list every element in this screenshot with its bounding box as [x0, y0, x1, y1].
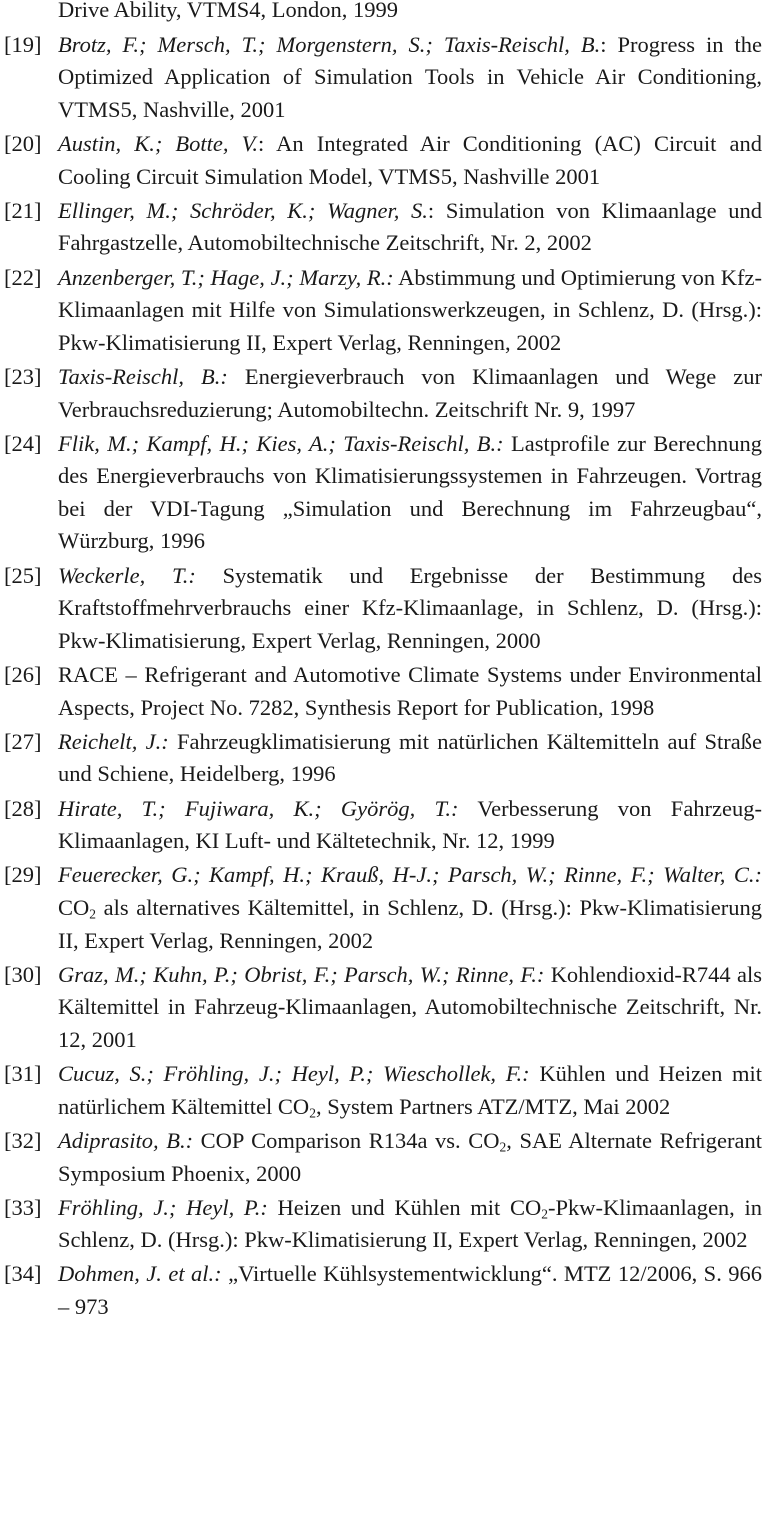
reference-item-23: [4, 361, 762, 426]
reference-number: [20]: [4, 130, 42, 156]
subscript: 2: [499, 1139, 507, 1155]
reference-number: [28]: [4, 795, 42, 821]
reference-separator: :: [258, 130, 277, 156]
reference-authors: Graz, M.; Kuhn, P.; Obrist, F.; Parsch, W.; Rinne, F.:: [58, 961, 545, 987]
reference-separator: [228, 364, 245, 389]
reference-separator: [268, 1195, 278, 1220]
reference-authors: Flik, M.; Kampf, H.; Kies, A.; Taxis-Reischl, B.:: [58, 430, 504, 456]
reference-number: [32]: [4, 1127, 42, 1153]
reference-separator: [193, 1128, 201, 1153]
reference-text: Abstimmung und Optimierung von Kfz-Klimaanlagen mit Hilfe von Simulationswerkzeugen, in Schlenz, D. (Hrsg.): Pkw-Klimatisierung II, Expert Verlag, Renningen, 2002: [58, 264, 763, 355]
reference-text: Fahrzeugklimatisierung mit natürlichen Kältemitteln auf Straße und Schiene, Heidelberg, 1996: [58, 728, 762, 787]
reference-authors: Anzenberger, T.; Hage, J.; Marzy, R.:: [58, 264, 394, 290]
reference-text: Drive Ability, VTMS4, London, 1999: [58, 0, 399, 22]
reference-item-27: [4, 726, 762, 791]
reference-number: [31]: [4, 1061, 42, 1087]
reference-authors: Fröhling, J.; Heyl, P.:: [58, 1194, 268, 1220]
reference-item-19: [4, 29, 762, 127]
reference-authors: Feuerecker, G.; Kampf, H.; Krauß, H-J.; Parsch, W.; Rinne, F.; Walter, C.:: [58, 862, 762, 888]
reference-item-31: [4, 1058, 762, 1123]
reference-number: [24]: [4, 430, 42, 456]
reference-text: -Pkw-Klimaanlagen, in Schlenz, D. (Hrsg.): Pkw-Klimatisierung II, Expert Verlag, Renningen, 2002: [58, 1194, 762, 1253]
reference-authors: Hirate, T.; Fujiwara, K.; Györög, T.:: [58, 795, 459, 821]
reference-text: Progress in the Optimized Application of Simulation Tools in Vehicle Air Conditioning, VTMS5, Nashville, 2001: [58, 31, 762, 122]
reference-text: Verbesserung von Fahrzeug-Klimaanlagen, KI Luft- und Kältetechnik, Nr. 12, 1999: [58, 795, 763, 854]
reference-text: Simulation von Klimaanlage und Fahrgastzelle, Automobiltechnische Zeitschrift, Nr. 2, 2002: [58, 197, 762, 256]
subscript: 2: [541, 1206, 548, 1222]
reference-item-30: [4, 959, 762, 1057]
reference-text: Energieverbrauch von Klimaanlagen und Wege zur Verbrauchsreduzierung; Automobiltechn. Zeitschrift Nr. 9, 1997: [58, 363, 763, 422]
reference-authors: Reichelt, J.:: [58, 728, 169, 754]
reference-item-21: [4, 195, 762, 260]
reference-item-25: [4, 560, 762, 658]
reference-separator: [504, 431, 511, 456]
reference-item-24: [4, 428, 762, 558]
reference-item-32: [4, 1125, 762, 1190]
reference-item-26: [4, 659, 762, 724]
reference-text: COP Comparison R134a vs. CO: [200, 1127, 500, 1153]
reference-number: [22]: [4, 264, 42, 290]
reference-item-20: [4, 128, 762, 193]
reference-item-29: [4, 859, 762, 957]
subscript: 2: [89, 906, 97, 922]
reference-authors: Austin, K.; Botte, V.: [58, 130, 259, 156]
reference-separator: [530, 1061, 540, 1086]
reference-number: [21]: [4, 197, 42, 223]
reference-text: , SAE Alternate Refrigerant Symposium Phoenix, 2000: [58, 1127, 763, 1186]
reference-number: [33]: [4, 1194, 42, 1220]
reference-text: RACE – Refrigerant and Automotive Climate Systems under Environmental Aspects, Project No. 7282, Synthesis Report for Publication, 1998: [58, 662, 762, 720]
reference-item-22: [4, 262, 762, 360]
reference-authors: Dohmen, J. et al.:: [58, 1261, 222, 1287]
reference-number: [19]: [4, 31, 42, 57]
reference-item-28: [4, 793, 762, 858]
reference-text: Systematik und Ergebnisse der Bestimmung des Kraftstoffmehrverbrauchs einer Kfz-Klimaanlage, in Schlenz, D. (Hrsg.): Pkw-Klimatisierung, Expert Verlag, Renningen, 2000: [58, 562, 762, 653]
reference-number: [34]: [4, 1261, 42, 1287]
reference-authors: Cucuz, S.; Fröhling, J.; Heyl, P.; Wieschollek, F.:: [58, 1061, 530, 1087]
reference-text: Kühlen und Heizen mit natürlichem Kältemittel CO: [58, 1061, 762, 1119]
reference-separator: [169, 729, 177, 754]
reference-text: Heizen und Kühlen mit CO: [277, 1194, 542, 1220]
reference-number: [30]: [4, 961, 42, 987]
reference-text: als alternatives Kältemittel, in Schlenz, D. (Hrsg.): Pkw-Klimatisierung II, Expert Verlag, Renningen, 2002: [58, 894, 762, 953]
reference-authors: Weckerle, T.:: [58, 562, 196, 588]
reference-number: [26]: [4, 662, 42, 688]
reference-item-34: [4, 1258, 762, 1323]
reference-authors: Ellinger, M.; Schröder, K.; Wagner, S.: [58, 197, 428, 223]
reference-text: Kohlendioxid-R744 als Kältemittel in Fahrzeug-Klimaanlagen, Automobiltechnische Zeitschrift, Nr. 12, 2001: [58, 961, 763, 1052]
reference-item-continued: [4, 0, 762, 27]
reference-separator: :: [427, 197, 446, 223]
reference-item-33: [4, 1192, 762, 1257]
reference-list: [4, 0, 762, 1324]
reference-number: [25]: [4, 562, 42, 588]
reference-text: An Integrated Air Conditioning (AC) Circuit and Cooling Circuit Simulation Model, VTMS5, Nashville 2001: [58, 130, 762, 189]
reference-text: , System Partners ATZ/MTZ, Mai 2002: [315, 1093, 671, 1119]
reference-authors: Adiprasito, B.:: [58, 1127, 194, 1153]
reference-separator: :: [600, 31, 618, 57]
subscript: 2: [309, 1105, 316, 1121]
reference-text: CO: [58, 894, 90, 920]
reference-authors: Brotz, F.; Mersch, T.; Morgenstern, S.; Taxis-Reischl, B.: [58, 31, 601, 57]
reference-number: [23]: [4, 363, 42, 389]
reference-number: [27]: [4, 728, 42, 754]
reference-text: Lastprofile zur Berechnung des Energieverbrauchs von Klimatisierungssystemen in Fahrzeugen. Vortrag bei der VDI-Tagung „Simulation und Berechnung im Fahrzeugbau“, Würzburg, 1996: [58, 430, 762, 554]
reference-text: „Virtuelle Kühlsystementwicklung“. MTZ 12/2006, S. 966 – 973: [58, 1261, 763, 1320]
reference-separator: [196, 563, 223, 588]
reference-authors: Taxis-Reischl, B.:: [58, 363, 228, 389]
reference-separator: [458, 796, 477, 821]
reference-number: [29]: [4, 862, 42, 888]
